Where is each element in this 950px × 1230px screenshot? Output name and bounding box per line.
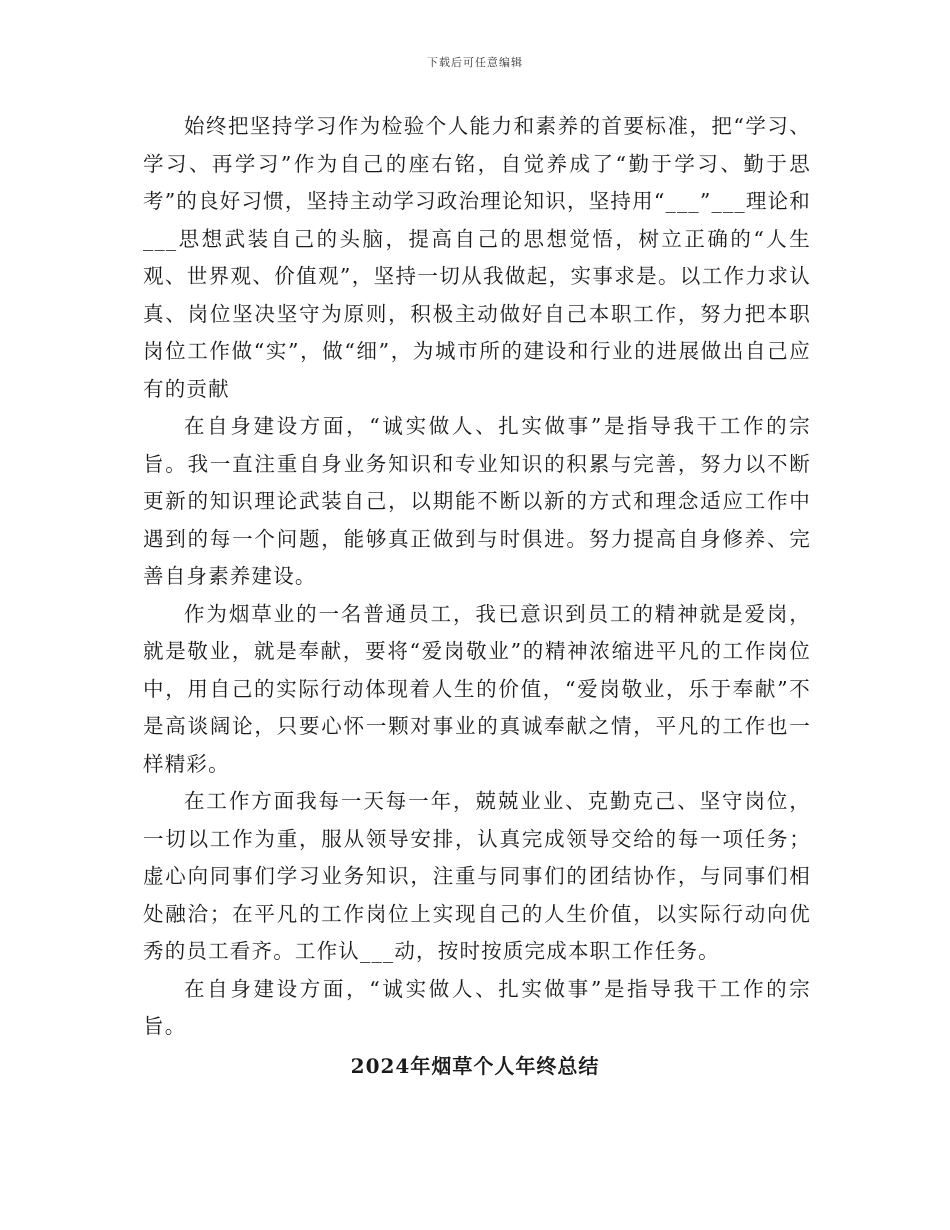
- paragraph-study: 始终把坚持学习作为检验个人能力和素养的首要标准，把“学习、学习、再学习”作为自己的座右铭，自觉养成了“勤于学习、勤于思考”的良好习惯，坚持主动学习政治理论知识，坚持用“___”___理论和___思想武装自己的头脑，提高自己的思想觉悟，树立正确的“人生观、世界观、价值观”，坚持一切从我做起，实事求是。以工作力求认真、岗位坚决坚守为原则，积极主动做好自己本职工作，努力把本职岗位工作做“实”，做“细”，为城市所的建设和行业的进展做出自己应有的贡献: [143, 114, 811, 401]
- document-title: 2024年烟草个人年终总结: [350, 1054, 600, 1078]
- paragraph-work: 在工作方面我每一天每一年，兢兢业业、克勤克己、坚守岗位，一切以工作为重，服从领导安排，认真完成领导交给的每一项任务；虚心向同事们学习业务知识，注重与同事们的团结协作，与同事们相处融洽；在平凡的工作岗位上实现自己的人生价值，以实际行动向优秀的员工看齐。工作认___动，按时按质完成本职工作任务。: [143, 789, 811, 963]
- paragraph-self-building: 在自身建设方面，“诚实做人、扎实做事”是指导我干工作的宗旨。我一直注重自身业务知识和专业知识的积累与完善，努力以不断更新的知识理论武装自己，以期能不断以新的方式和理念适应工作中遇到的每一个问题，能够真正做到与时俱进。努力提高自身修养、完善自身素养建设。: [143, 414, 811, 588]
- paragraph-principle: 在自身建设方面，“诚实做人、扎实做事”是指导我干工作的宗旨。: [143, 976, 811, 1038]
- document-body: [143, 108, 811, 1046]
- paragraph-dedication: 作为烟草业的一名普通员工，我已意识到员工的精神就是爱岗，就是敬业，就是奉献，要将“爱岗敬业”的精神浓缩进平凡的工作岗位中，用自己的实际行动体现着人生的价值，“爱岗敬业，乐于奉献”不是高谈阔论，只要心怀一颗对事业的真诚奉献之情，平凡的工作也一样精彩。: [143, 601, 811, 776]
- page-header-note: 下载后可任意编辑: [427, 56, 523, 69]
